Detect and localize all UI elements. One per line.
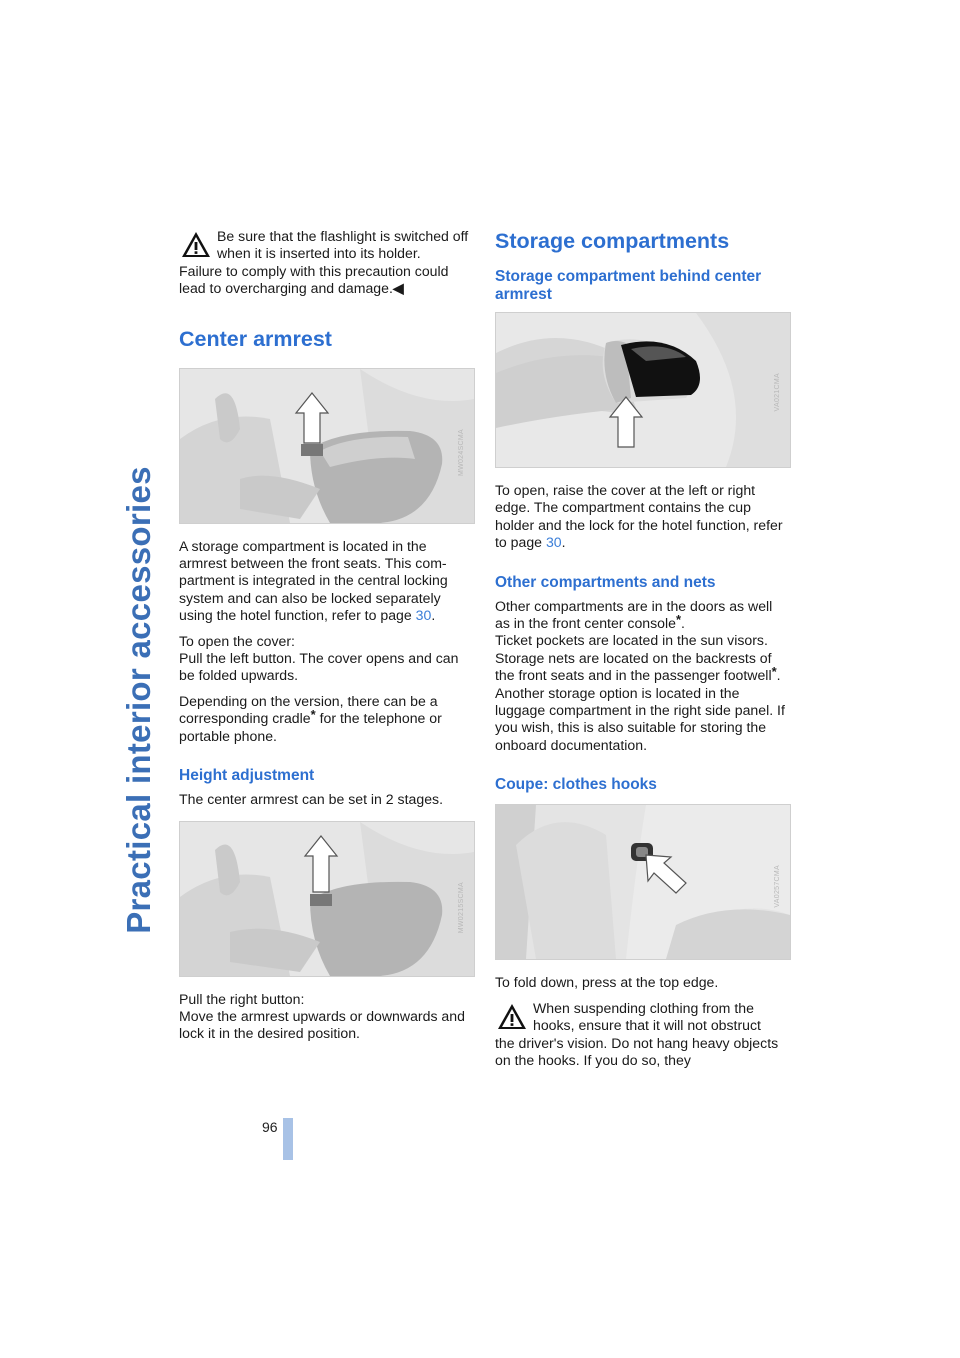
sidebar-title-text: Practical interior accessories bbox=[120, 466, 158, 934]
para-text: Another storage option is located in the luggage compartment in the right side panel. If you wish, this is also suitable for storing the onboard documentation. bbox=[495, 684, 785, 753]
coupe-clothes-hooks-heading: Coupe: clothes hooks bbox=[495, 776, 657, 794]
warning-triangle-icon bbox=[181, 231, 211, 258]
para-text: A storage compartment is located in the armrest between the front seats. This com-partment is integrated in the central locking system and can also be locked separately using the hotel function, refer to page bbox=[179, 537, 448, 624]
figure-storage-compartment bbox=[495, 312, 791, 468]
para-text: To open the cover: bbox=[179, 632, 295, 649]
figure-code: MW024SCMA bbox=[457, 428, 465, 476]
paragraph-cradle bbox=[179, 693, 475, 745]
storage-compartments-heading: Storage compartments bbox=[495, 229, 730, 253]
warning-text-1: Be sure that the flashlight is switched off when it is inserted into its holder. bbox=[217, 228, 469, 262]
figure-armrest-open bbox=[179, 368, 475, 524]
page-number: 96 bbox=[262, 1119, 278, 1135]
warning-text-2: the driver's vision. Do not hang heavy objects on the hooks. If you do so, they bbox=[495, 1034, 779, 1068]
para-end: . bbox=[561, 534, 566, 551]
optional-star-icon: * bbox=[310, 707, 316, 723]
warning-text-2: Failure to comply with this precaution could lead to overcharging and damage. bbox=[179, 262, 449, 297]
para-text: To open, raise the cover at the left or right edge. The compartment contains the cup holder and the lock for the hotel function, refer to page bbox=[495, 482, 783, 551]
paragraph-height: The center armrest can be set in 2 stages. bbox=[179, 791, 443, 808]
para-text: Pull the left button. The cover opens and can be folded upwards. bbox=[179, 650, 459, 684]
figure-code: MW0215SCMA bbox=[457, 881, 465, 933]
para-text: Move the armrest upwards or downwards and lock it in the desired position. bbox=[179, 1007, 465, 1042]
figure-clothes-hook bbox=[495, 804, 791, 960]
warning-triangle-icon bbox=[497, 1003, 527, 1030]
para-end: for the telephone or portable phone. bbox=[179, 710, 442, 744]
paragraph-fold-down: To fold down, press at the top edge. bbox=[495, 974, 719, 991]
page-reference-link[interactable]: 30 bbox=[415, 607, 432, 624]
para-text: Depending on the version, there can be a corresponding cradle bbox=[179, 692, 438, 727]
center-armrest-heading: Center armrest bbox=[179, 326, 332, 351]
end-mark-icon: ◀ bbox=[392, 280, 404, 297]
storage-behind-armrest-heading: Storage compartment behind center armrest bbox=[495, 268, 762, 303]
figure-code: VA0257CMA bbox=[773, 865, 781, 908]
page-reference-link[interactable]: 30 bbox=[545, 534, 562, 551]
warning-text-1: When suspending clothing from the hooks, ensure that it will not obstruct bbox=[533, 999, 761, 1034]
para-text: Storage nets are located on the backrests of the front seats and in the passenger footwell bbox=[495, 649, 772, 684]
optional-star-icon: * bbox=[675, 612, 682, 628]
para-end: . bbox=[681, 615, 685, 632]
left-column bbox=[179, 228, 475, 1051]
para-text: Pull the right button: bbox=[179, 990, 305, 1007]
figure-armrest-height bbox=[179, 821, 475, 977]
height-adjustment-heading: Height adjustment bbox=[179, 767, 315, 785]
para-end: . bbox=[431, 607, 436, 624]
para-end: . bbox=[776, 667, 781, 684]
optional-star-icon: * bbox=[771, 664, 777, 680]
paragraph-open-raise-cover bbox=[495, 482, 791, 552]
page-number-bar bbox=[283, 1118, 293, 1160]
flashlight-warning bbox=[179, 228, 475, 298]
para-text: Ticket pockets are located in the sun visors. bbox=[495, 632, 768, 649]
para-text: Other compartments are in the doors as well as in the front center console bbox=[495, 597, 773, 632]
figure-code: VA021CMA bbox=[773, 373, 781, 412]
paragraph-armrest-storage bbox=[179, 538, 475, 625]
clothes-hook-warning bbox=[495, 1000, 791, 1070]
right-column bbox=[495, 228, 791, 1077]
other-compartments-heading: Other compartments and nets bbox=[495, 573, 716, 591]
paragraph-right-button bbox=[179, 991, 475, 1043]
paragraph-other-compartments bbox=[495, 598, 791, 755]
sidebar-title bbox=[114, 230, 164, 1170]
paragraph-open-cover bbox=[179, 633, 475, 685]
